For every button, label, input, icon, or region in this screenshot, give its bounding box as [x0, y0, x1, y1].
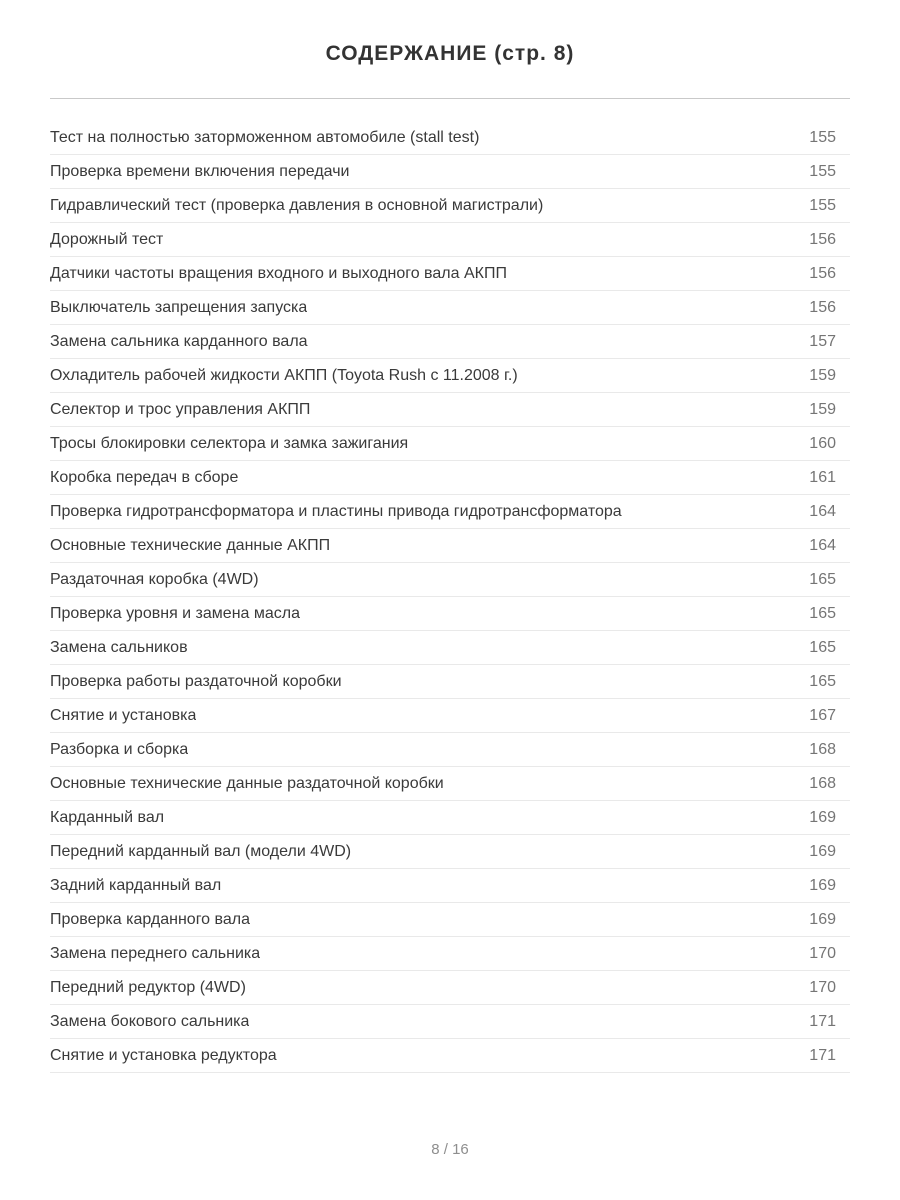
toc-entry-label: Передний карданный вал (модели 4WD)	[50, 842, 352, 860]
toc-entry-page: 168	[809, 774, 836, 792]
toc-entry-label: Задний карданный вал	[50, 876, 222, 894]
toc-entry-label: Охладитель рабочей жидкости АКПП (Toyota Rush с 11.2008 г.)	[50, 366, 518, 384]
toc-entry-label: Проверка карданного вала	[50, 910, 250, 928]
toc-entry-label: Замена бокового сальника	[50, 1012, 250, 1030]
toc-entry-label: Проверка времени включения передачи	[50, 162, 350, 180]
toc-entry-label: Проверка работы раздаточной коробки	[50, 672, 342, 690]
toc-entry-page: 159	[809, 366, 836, 384]
toc-entry	[50, 257, 850, 291]
toc-entry	[50, 223, 850, 257]
toc-entry-label: Снятие и установка редуктора	[50, 1046, 277, 1064]
toc-list	[50, 121, 850, 1073]
toc-entry	[50, 767, 850, 801]
toc-entry	[50, 631, 850, 665]
toc-entry-page: 159	[809, 400, 836, 418]
toc-entry-page: 165	[809, 570, 836, 588]
toc-entry-label: Основные технические данные АКПП	[50, 536, 331, 554]
toc-entry-page: 170	[809, 978, 836, 996]
toc-entry-page: 156	[809, 298, 836, 316]
toc-entry	[50, 427, 850, 461]
toc-entry-label: Гидравлический тест (проверка давления в основной магистрали)	[50, 196, 544, 214]
toc-entry-label: Селектор и трос управления АКПП	[50, 400, 311, 418]
title-divider	[50, 98, 850, 99]
toc-entry-page: 165	[809, 672, 836, 690]
toc-entry-label: Основные технические данные раздаточной коробки	[50, 774, 444, 792]
toc-entry	[50, 597, 850, 631]
toc-entry-page: 164	[809, 536, 836, 554]
toc-entry-label: Проверка гидротрансформатора и пластины привода гидротрансформатора	[50, 502, 622, 520]
toc-entry	[50, 563, 850, 597]
toc-entry-label: Тест на полностью заторможенном автомобиле (stall test)	[50, 128, 480, 146]
toc-entry-page: 156	[809, 230, 836, 248]
toc-entry	[50, 801, 850, 835]
toc-entry	[50, 461, 850, 495]
toc-entry	[50, 699, 850, 733]
page-title: СОДЕРЖАНИЕ (стр. 8)	[325, 42, 575, 65]
toc-entry-label: Замена сальника карданного вала	[50, 332, 308, 350]
toc-entry	[50, 291, 850, 325]
toc-entry	[50, 971, 850, 1005]
toc-entry-page: 169	[809, 876, 836, 894]
toc-entry	[50, 903, 850, 937]
toc-entry	[50, 155, 850, 189]
toc-entry-label: Передний редуктор (4WD)	[50, 978, 246, 996]
toc-entry-page: 171	[809, 1012, 836, 1030]
toc-entry-page: 155	[809, 162, 836, 180]
toc-entry-page: 155	[809, 128, 836, 146]
toc-entry-label: Замена сальников	[50, 638, 188, 656]
toc-entry-label: Выключатель запрещения запуска	[50, 298, 308, 316]
toc-entry	[50, 835, 850, 869]
toc-entry-label: Снятие и установка	[50, 706, 197, 724]
toc-entry-page: 157	[809, 332, 836, 350]
toc-entry-page: 170	[809, 944, 836, 962]
toc-entry-label: Карданный вал	[50, 808, 165, 826]
toc-entry-label: Тросы блокировки селектора и замка зажигания	[50, 434, 409, 452]
toc-entry	[50, 189, 850, 223]
toc-entry-page: 165	[809, 604, 836, 622]
toc-entry-page: 165	[809, 638, 836, 656]
toc-entry	[50, 665, 850, 699]
toc-entry	[50, 869, 850, 903]
toc-entry	[50, 1005, 850, 1039]
toc-entry	[50, 529, 850, 563]
toc-entry-page: 169	[809, 808, 836, 826]
toc-entry-label: Датчики частоты вращения входного и выходного вала АКПП	[50, 264, 507, 282]
toc-entry-label: Дорожный тест	[50, 230, 164, 248]
toc-entry-label: Проверка уровня и замена масла	[50, 604, 300, 622]
toc-entry-page: 168	[809, 740, 836, 758]
toc-entry	[50, 1039, 850, 1073]
toc-entry	[50, 325, 850, 359]
toc-entry-label: Раздаточная коробка (4WD)	[50, 570, 259, 588]
toc-entry	[50, 359, 850, 393]
toc-entry-page: 167	[809, 706, 836, 724]
toc-entry-page: 169	[809, 842, 836, 860]
page-indicator: 8 / 16	[431, 1141, 469, 1158]
toc-entry	[50, 937, 850, 971]
toc-entry	[50, 495, 850, 529]
toc-entry-page: 155	[809, 196, 836, 214]
toc-entry-page: 156	[809, 264, 836, 282]
toc-entry-page: 171	[809, 1046, 836, 1064]
toc-entry-page: 169	[809, 910, 836, 928]
toc-entry-label: Разборка и сборка	[50, 740, 189, 758]
toc-entry-label: Замена переднего сальника	[50, 944, 261, 962]
toc-entry	[50, 393, 850, 427]
toc-entry	[50, 121, 850, 155]
toc-entry-page: 161	[809, 468, 836, 486]
toc-entry-page: 160	[809, 434, 836, 452]
toc-entry-label: Коробка передач в сборе	[50, 468, 239, 486]
toc-entry-page: 164	[809, 502, 836, 520]
toc-entry	[50, 733, 850, 767]
